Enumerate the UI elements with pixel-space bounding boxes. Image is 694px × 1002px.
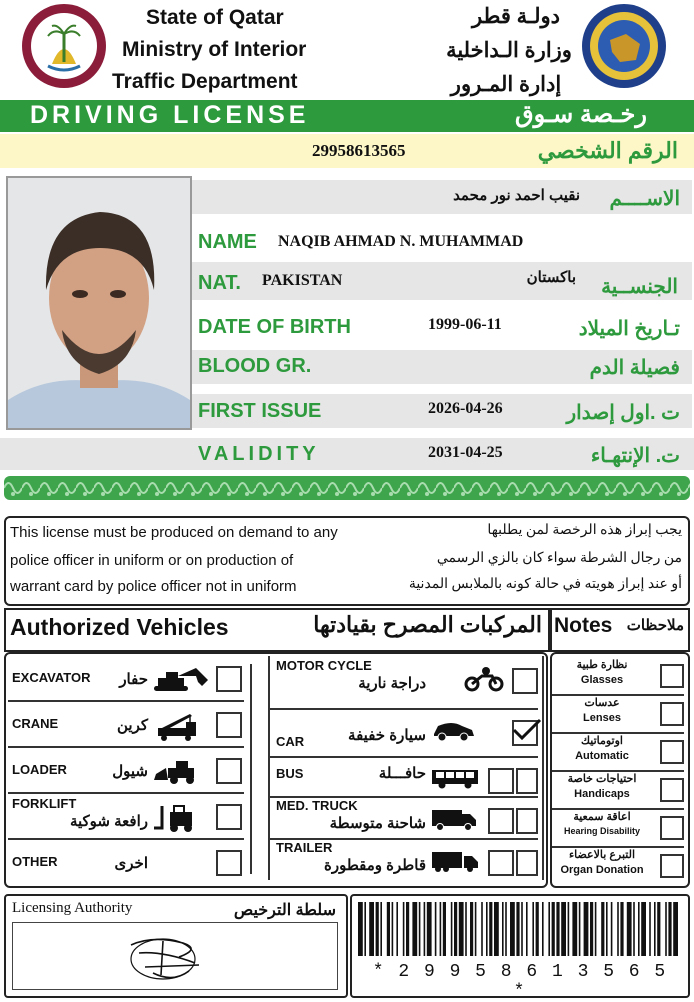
- header-en-line-3: Traffic Department: [112, 70, 298, 93]
- vehicle-label-en: CRANE: [12, 716, 59, 731]
- note-checkbox[interactable]: [660, 702, 684, 726]
- barcode: [356, 902, 680, 958]
- crane-icon: [152, 712, 210, 747]
- motorcycle-icon: [464, 666, 504, 697]
- vehicle-checkbox[interactable]: [516, 808, 538, 834]
- vehicle-checkbox[interactable]: [216, 850, 242, 876]
- vehicle-label-en: MED. TRUCK: [276, 798, 358, 813]
- notice-ar-3: أو عند إبراز هويته في حالة كونه بالملابس المدنية: [408, 577, 682, 592]
- validity-value: 2031-04-25: [428, 444, 503, 461]
- nationality-label: NAT.: [198, 272, 241, 294]
- note-label-en: Automatic: [575, 750, 629, 762]
- car-icon: [430, 718, 476, 747]
- personal-number: 29958613565: [312, 141, 406, 160]
- vehicle-label-en: LOADER: [12, 762, 67, 777]
- vehicle-label-ar: حافـــلة: [378, 765, 426, 782]
- column-bracket: [250, 664, 260, 874]
- vehicle-label-ar: رافعة شوكية: [69, 813, 148, 830]
- notice-en-2: police officer in uniform or on production of: [10, 552, 294, 569]
- first-issue-label-ar: ت .اول إصدار: [566, 402, 680, 424]
- dob-label: DATE OF BIRTH: [198, 316, 351, 338]
- validity-label: VALIDITY: [198, 443, 320, 465]
- notice-ar-1: يجب إبراز هذه الرخصة لمن يطلبها: [487, 523, 682, 538]
- vehicle-label-ar: كرين: [116, 717, 148, 734]
- vehicle-label-ar: شيول: [112, 763, 148, 780]
- forklift-icon: [152, 804, 210, 837]
- vehicle-checkbox[interactable]: [216, 712, 242, 738]
- license-title-ar: رخـصة سـوق: [515, 101, 647, 128]
- validity-label-ar: ت. الإنتهـاء: [590, 445, 680, 467]
- signature-area: [12, 922, 338, 990]
- note-checkbox[interactable]: [660, 664, 684, 688]
- header-ar-line-3: إدارة المـرور: [450, 73, 562, 96]
- name-ar-value: نقيب احمد نور محمد: [453, 187, 580, 204]
- dob-label-ar: تـاريخ الميلاد: [578, 318, 680, 340]
- vehicle-checkbox[interactable]: [488, 850, 514, 876]
- vehicle-label-ar: حفار: [119, 671, 148, 688]
- first-issue-value: 2026-04-26: [428, 400, 503, 417]
- header-ar-line-1: دولـة قطر: [472, 5, 560, 28]
- checkmark-icon: [512, 718, 542, 742]
- decorative-band: [4, 476, 690, 500]
- name-label: NAME: [198, 231, 257, 253]
- notice-ar-2: من رجال الشرطة سواء كان بالزي الرسمي: [436, 551, 682, 566]
- vehicle-label-ar: دراجة نارية: [358, 675, 426, 692]
- note-label-ar: عدسات: [584, 697, 620, 709]
- nationality-en-value: PAKISTAN: [262, 272, 343, 289]
- vehicle-checkbox[interactable]: [488, 768, 514, 794]
- first-issue-label: FIRST ISSUE: [198, 400, 322, 422]
- barcode-text: * 2 9 9 5 8 6 1 3 5 6 5 *: [372, 962, 668, 1002]
- loader-icon: [152, 758, 210, 789]
- vehicles-title-ar: المركبات المصرح بقيادتها: [313, 612, 542, 637]
- vehicle-label-en: OTHER: [12, 854, 58, 869]
- authority-label-en: Licensing Authority: [12, 900, 133, 916]
- vehicle-checkbox[interactable]: [488, 808, 514, 834]
- vehicle-checkbox[interactable]: [516, 850, 538, 876]
- blood-label: BLOOD GR.: [198, 355, 312, 377]
- note-checkbox[interactable]: [660, 816, 684, 840]
- name-label-ar: الاســــم: [609, 188, 680, 210]
- note-label-ar: احتياجات خاصة: [567, 773, 637, 785]
- vehicle-label-en: EXCAVATOR: [12, 670, 91, 685]
- note-label-en: Lenses: [583, 712, 621, 724]
- note-label-ar: اوتوماتيك: [580, 735, 623, 747]
- bus-icon: [430, 766, 480, 795]
- vehicle-label-ar: شاحنة متوسطة: [329, 815, 426, 832]
- notes-title-ar: ملاحظات: [626, 617, 684, 634]
- note-label-ar: التبرع بالاعضاء: [568, 849, 636, 861]
- vehicle-checkbox[interactable]: [216, 666, 242, 692]
- note-label-ar: نظارة طبية: [576, 659, 628, 671]
- note-checkbox[interactable]: [660, 778, 684, 802]
- note-label-en: Hearing Disability: [563, 826, 641, 836]
- vehicles-title-en: Authorized Vehicles: [10, 614, 229, 640]
- vehicle-checkbox[interactable]: [216, 804, 242, 830]
- notes-title-en: Notes: [554, 614, 613, 637]
- note-label-en: Glasses: [580, 674, 624, 686]
- vehicle-checkbox[interactable]: [516, 768, 538, 794]
- notice-en-1: This license must be produced on demand to any: [10, 524, 338, 541]
- gcc-emblem-logo: [582, 4, 666, 88]
- authority-label-ar: سلطة الترخيص: [233, 902, 336, 919]
- vehicle-label-en: MOTOR CYCLE: [276, 658, 372, 673]
- vehicle-label-ar: اخرى: [114, 855, 148, 872]
- vehicle-label-en: BUS: [276, 766, 304, 781]
- trailer-icon: [430, 848, 480, 879]
- vehicle-label-en: CAR: [276, 734, 305, 749]
- note-label-en: Handicaps: [574, 788, 630, 800]
- note-label-ar: اعاقة سمعية: [573, 811, 631, 823]
- blood-label-ar: فصيلة الدم: [589, 357, 680, 379]
- qatar-seal-logo: [22, 4, 106, 88]
- note-label-en: Organ Donation: [560, 864, 644, 876]
- signature-mark: [13, 923, 337, 989]
- vehicle-label-en: TRAILER: [276, 840, 333, 855]
- note-checkbox[interactable]: [660, 740, 684, 764]
- personal-number-label-ar: الرقم الشخصي: [537, 138, 678, 163]
- vehicle-label-ar: سيارة خفيفة: [348, 727, 426, 744]
- excavator-icon: [152, 666, 210, 697]
- vehicle-checkbox[interactable]: [216, 758, 242, 784]
- license-title-en: DRIVING LICENSE: [30, 101, 310, 129]
- vehicle-checkbox[interactable]: [512, 668, 538, 694]
- header-en-line-2: Ministry of Interior: [122, 38, 307, 61]
- header-en-line-1: State of Qatar: [146, 6, 284, 29]
- name-en-value: NAQIB AHMAD N. MUHAMMAD: [278, 233, 524, 250]
- vehicle-label-en: FORKLIFT: [12, 796, 77, 811]
- truck-icon: [430, 806, 478, 837]
- holder-photo: [6, 176, 192, 430]
- nationality-ar-value: باكستان: [526, 269, 576, 286]
- nationality-label-ar: الجنســية: [601, 276, 678, 298]
- vehicle-checkbox-checked[interactable]: [512, 720, 538, 746]
- notice-en-3: warrant card by police officer not in uniform: [10, 578, 297, 595]
- note-checkbox[interactable]: [660, 854, 684, 878]
- header-ar-line-2: وزارة الـداخلية: [446, 39, 572, 62]
- vehicle-label-ar: قاطرة ومقطورة: [323, 857, 426, 874]
- dob-value: 1999-06-11: [428, 316, 502, 333]
